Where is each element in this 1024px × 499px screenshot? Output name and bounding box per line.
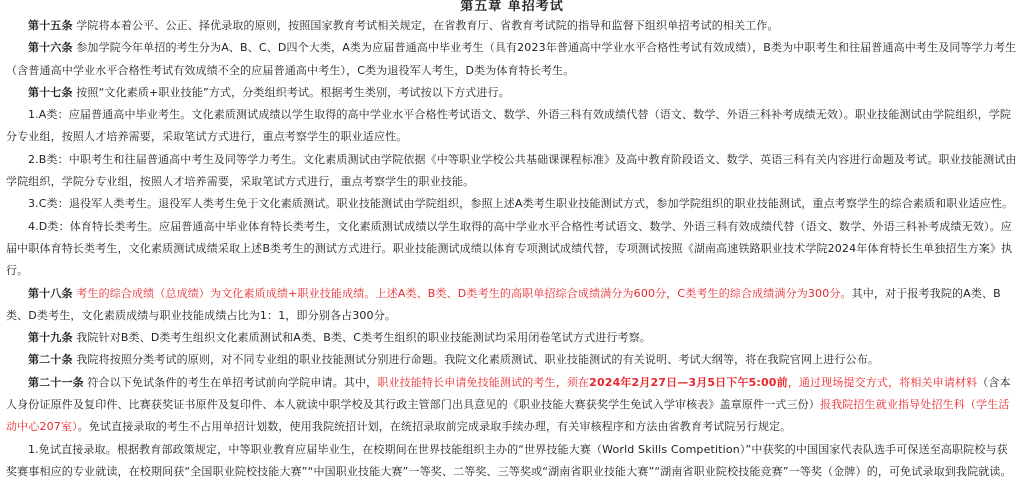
- article-text: 符合以下免试条件的考生在单招考试前向学院申请。其中，: [87, 375, 378, 389]
- article-text: 按照“文化素质+职业技能”方式，分类组织考试。根据考生类别，考试按以下方式进行。: [76, 85, 510, 99]
- article-text: 我院将按照分类考试的原则，对不同专业组的职业技能测试分别进行命题。我院文化素质测试、职业技能测试的有关说明、考试大纲等，将在我院官网上进行公布。: [76, 353, 880, 367]
- item-text: 3.C类：退役军人类考生。退役军人类考生免于文化素质测试。职业技能测试由学院组织，参照上述A类考生职业技能测试方式，参加学院组织的职业技能测试，重点考察学生的综合素质和职业适应性。: [28, 197, 1014, 211]
- item-text: 1.免试直接录取。根据教育部政策规定，中等职业教育应届毕业生，在校期间在世界技能组织主办的“世界技能大赛（World Skills Competition）”中获奖的中国国家代表队选手可保送至高职院校与获奖赛事相应的专业就读，在校期间获“全国职业院校技能大赛”“中国职业技能大赛”一等奖、二等奖、三等奖或“湖南省职业技能大赛”“湖南省职业院校技能竞赛”一等奖（金牌）的，可免试录取到我院就读。: [6, 442, 1012, 478]
- article-lead: 第十八条: [28, 286, 73, 300]
- article-20: [6, 349, 1018, 371]
- article-lead: 第十五条: [28, 19, 73, 32]
- article-text: 其中，对于报考我院的A类、B类、D类考生，文化素质成绩与职业技能成绩占比为1：1，即分别各占300分。: [6, 286, 1001, 322]
- article-text: 参加学院今年单招的考生分为A、B、C、D四个大类，A类为应届普通高中毕业考生（具有2023年普通高中学业水平合格性考试有效成绩），B类为中职考生和往届普通高中考生及同等学力考生（含普通高中学业水平合格性考试有效成绩不全的应届普通高中考生），C类为退役军人考生，D类为体育特长考生。: [6, 41, 1017, 77]
- highlight-text: 考生的综合成绩（总成绩）为文化素质成绩+职业技能成绩。上述A类、B类、D类考生的高职单招综合成绩满分为600分，C类考生的综合成绩满分为300分。: [76, 286, 852, 300]
- document-body: [6, 15, 1018, 483]
- article-lead: 第十九条: [28, 331, 73, 345]
- article-lead: 第二十一条: [28, 375, 84, 389]
- chapter-title: 第五章 单招考试: [460, 0, 564, 14]
- highlight-text: 职业技能特长申请免技能测试的考生，须在: [377, 375, 590, 389]
- item-exempt-admission: [6, 439, 1018, 484]
- deadline-text: 2024年2月27日—3月5日下午5:00前: [589, 375, 788, 389]
- article-text: 。免试直接录取的考生不占用单招计划数，使用我院统招计划，在统招录取前完成录取手续办理，有关审核程序和方法由省教育考试院另行规定。: [77, 420, 792, 434]
- article-lead: 第二十条: [28, 353, 73, 367]
- item-text: 1.A类：应届普通高中毕业考生。文化素质测试成绩以学生取得的高中学业水平合格性考试语文、数学、外语三科有效成绩代替（语文、数学、外语三科补考成绩无效）。职业技能测试由学院组织，学院分专业组，按照人才培养需要，采取笔试方式进行，重点考察学生的职业适应性。: [6, 108, 1012, 144]
- article-lead: 第十六条: [28, 41, 73, 55]
- item-d: [6, 216, 1018, 283]
- item-text: 2.B类：中职考生和往届普通高中考生及同等学力考生。文化素质测试由学院依据《中等职业学校公共基础课课程标准》及高中教育阶段语文、数学、英语三科有关内容进行命题及考试。职业技能测试由学院组织，学院分专业组，按照人才培养需要，采取笔试方式进行，重点考察学生的职业技能。: [6, 152, 1017, 189]
- item-a: [6, 104, 1018, 149]
- article-17: [6, 82, 1018, 104]
- article-18: [6, 283, 1018, 328]
- item-text: 4.D类：体育特长类考生。应届普通高中毕业体育特长类考生，文化素质测试成绩以学生取得的高中学业水平合格性考试语文、数学、外语三科有效成绩代替（语文、数学、外语三科补考成绩无效）。应届中职体育特长类考生，文化素质测试成绩采取上述B类考生的测试方式进行。职业技能测试成绩以体育专项测试成绩代替，专项测试按照《湖南高速铁路职业技术学院2024年体育特长生单独招生方案》执行。: [6, 219, 1013, 278]
- item-b: [6, 149, 1018, 194]
- article-text: 我院针对B类、D类考生组织文化素质测试和A类、B类、C类考生组织的职业技能测试均采用闭卷笔试方式进行考察。: [76, 331, 651, 345]
- article-19: [6, 327, 1018, 349]
- article-text: 学院将本着公平、公正、择优录取的原则，按照国家教育考试相关规定，在省教育厅、省教育考试院的指导和监督下组织单招考试的相关工作。: [76, 19, 779, 32]
- highlight-text: ，通过现场提交方式，将相关申请材料: [787, 375, 978, 389]
- article-text: （含本人身份证原件及复印件、比赛获奖证书原件及复印件、本人就读中职学校及其行政主管部门出具意见的《职业技能大赛获奖学生免试入学审核表》盖章原件一式三份）: [6, 375, 1011, 412]
- article-15: [6, 15, 1018, 37]
- article-21: [6, 372, 1018, 439]
- office-location-text: 报我院招生就业指导处招生科（学生活动中心207室）: [6, 398, 1010, 434]
- article-lead: 第十七条: [28, 85, 73, 99]
- article-16: [6, 37, 1018, 82]
- item-c: [6, 193, 1018, 215]
